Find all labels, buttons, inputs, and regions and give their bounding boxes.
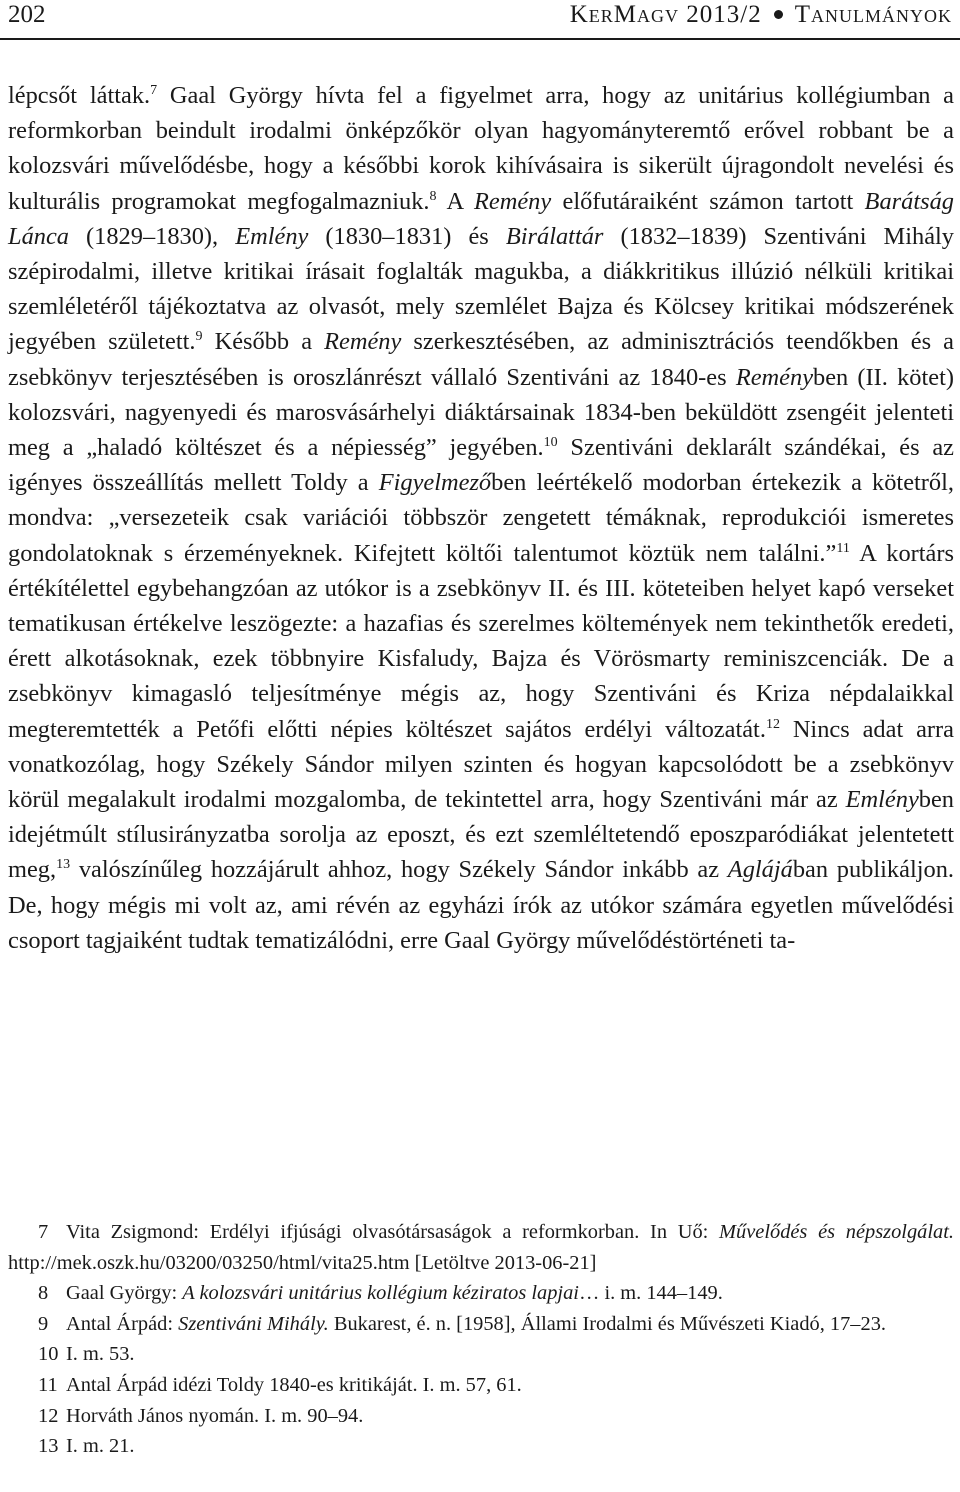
- page-number: 202: [8, 1, 46, 28]
- footnote-ref: 7: [150, 83, 158, 98]
- footnote-text: Vita Zsigmond: Erdélyi ifjúsági olvasótársaságok a reformkorban. In Uő:: [66, 1221, 720, 1243]
- bullet-separator-icon: [774, 10, 783, 19]
- footnote-title-italic: Szentiváni Mihály.: [178, 1312, 329, 1335]
- footnote-text: … i. m. 144–149.: [578, 1282, 723, 1305]
- title-italic: Remény: [324, 328, 402, 356]
- footnote-ref: 12: [765, 716, 780, 732]
- journal-name: KerMagv 2013/2: [569, 1, 762, 28]
- title-italic: Figyelmező: [378, 469, 492, 497]
- footnote-number: 12: [38, 1404, 59, 1427]
- body-text-span: szerkesztésében, az adminisztrációs teendőkben és a zsebkönyv terjesztésében is oroszlánrészt vállaló Szentiváni az 1840-es: [8, 328, 954, 391]
- body-text-span: Nincs adat arra vonatkozólag, hogy Székely Sándor milyen szinten és hogyan kapcsolódott be a zsebkönyv körül megalakult irodalmi mozgalomba, de tekintettel arra, hogy Szentiváni már az: [8, 715, 954, 814]
- title-italic: Remény: [474, 187, 552, 215]
- body-text-span: (1829–1830),: [68, 222, 236, 250]
- footnote-text: I. m. 21.: [66, 1435, 135, 1458]
- footnote-item: [8, 1278, 954, 1309]
- footnote-text: Antal Árpád:: [66, 1312, 179, 1335]
- footnote-text: I. m. 53.: [66, 1343, 135, 1366]
- footnote-item: [8, 1431, 954, 1462]
- section-name: Tanulmányok: [794, 1, 952, 28]
- footnote-item: [8, 1339, 954, 1370]
- title-italic: Emlény: [845, 786, 919, 814]
- header-rule: [0, 38, 960, 40]
- running-header: [0, 0, 960, 44]
- title-italic: Barátság Lánca: [8, 187, 954, 250]
- footnote-ref: 10: [543, 435, 558, 451]
- body-text-span: ban publikáljon. De, hogy mégis mi volt az, ami révén az egyházi írók az utókor számára egyetlen művelődési csoport tagjaiként tudtak tematizálódni, erre Gaal György művelődéstörténeti ta-: [8, 856, 954, 954]
- footnote-item: [8, 1309, 954, 1340]
- footnote-number: 11: [38, 1373, 58, 1396]
- footnote-number: 13: [38, 1435, 59, 1458]
- footnote-text: Bukarest, é. n. [1958], Állami Irodalmi és Művészeti Kiadó, 17–23.: [328, 1312, 886, 1335]
- body-text-span: valószínűleg hozzájárult ahhoz, hogy Székely Sándor inkább az: [70, 856, 728, 884]
- body-text-span: lépcsőt láttak.: [8, 82, 151, 109]
- footnote-ref: 8: [429, 188, 437, 204]
- footnote-text: http://mek.oszk.hu/03200/03250/html/vita25.htm [Letöltve 2013-06-21]: [8, 1251, 597, 1274]
- footnote-ref: 11: [836, 540, 850, 556]
- footnote-title-italic: Művelődés és népszolgálat.: [719, 1221, 954, 1243]
- body-text-span: (1830–1831) és: [308, 222, 506, 250]
- footnote-text: Horváth János nyomán. I. m. 90–94.: [66, 1404, 364, 1427]
- main-paragraph: [8, 78, 954, 958]
- body-text-span: Gaal György hívta fel a figyelmet arra, hogy az unitárius kollégiumban a reformkorban beindult irodalmi önképzőkör olyan hagyományteremtő erővel robbant be a kolozsvári művelődésbe, hogy a későbbi korok kihívásaira is sikerült újragondolt nevelési és kulturális programokat megfogalmazniuk.: [8, 82, 954, 215]
- body-text-span: A: [436, 187, 475, 215]
- footnote-ref: 13: [56, 857, 71, 873]
- body-text-span: A kortárs értékítélettel egybehangzóan az utókor is a zsebkönyv II. és III. köteteiben helyet kapó verseket tematikusan értékelve leszögezte: a hazafias és szerelmes költemények nem tekinthetők eredeti, érett alkotásoknak, ezek többnyire Kisfaludy, Bajza és Vörösmarty reminiszcenciák. De a zsebkönyv kimagasló teljesítménye mégis az, hogy Szentiváni és Kriza népdalaikkal megteremtették a Petőfi előtti népies költészet sajátos erdélyi változatát.: [8, 539, 954, 743]
- body-text-span: ben (II. kötet) kolozsvári, nagyenyedi és marosvásárhelyi diáktársainak 1834-ben beküldött zsengéit jelenteti meg a „haladó költészet és a népiesség” jegyében.: [8, 363, 954, 462]
- body-text-span: Szentiváni deklarált szándékai, és az igényes összeállítás mellett Toldy a: [8, 434, 954, 497]
- footnote-text: Gaal György:: [66, 1282, 183, 1305]
- running-head-title: [570, 0, 952, 30]
- footnote-item: [8, 1401, 954, 1432]
- title-italic: Aglájá: [727, 856, 793, 884]
- title-italic: Birálattár: [505, 222, 604, 250]
- body-text-span: (1832–1839) Szentiváni Mihály szépirodalmi, illetve kritikai írásait foglalták magukba, a diákkritikus illúzió nélküli kritikai szemléletéről tájékoztatva az olvasót, mely szemlélet Bajza és Kölcsey kritikai módszerének jegyében született.: [8, 222, 954, 356]
- body-text-span: ben leértékelő modorban értekezik a kötetről, mondva: „versezeteik csak variációi többször zengetett témáknak, reprodukciói ismeretes gondolatoknak s érzeményeknek. Kifejtett költői talentumot köztük nem találni.”: [8, 469, 954, 567]
- footnotes: [8, 1217, 954, 1462]
- footnote-ref: 9: [195, 329, 203, 345]
- footnote-item: [8, 1370, 954, 1401]
- body-text-span: ben idejétmúlt stílusirányzatba sorolja az eposzt, és ezt szemléltetendő eposzparódiákat jelentetett meg,: [8, 786, 954, 884]
- title-italic: Emlény: [235, 222, 309, 250]
- title-italic: Remény: [735, 363, 814, 391]
- footnote-number: 8: [38, 1282, 49, 1305]
- footnote-text: Antal Árpád idézi Toldy 1840-es kritikáját. I. m. 57, 61.: [66, 1373, 522, 1396]
- body-text-span: előfutáraiként számon tartott: [551, 187, 865, 215]
- footnote-number: 10: [38, 1343, 59, 1366]
- footnote-title-italic: A kolozsvári unitárius kollégium kéziratos lapjai: [182, 1282, 579, 1305]
- footnote-number: 9: [38, 1312, 49, 1335]
- footnote-number: 7: [38, 1221, 49, 1243]
- footnote-item: [8, 1217, 954, 1278]
- body-text-span: Később a: [202, 328, 325, 356]
